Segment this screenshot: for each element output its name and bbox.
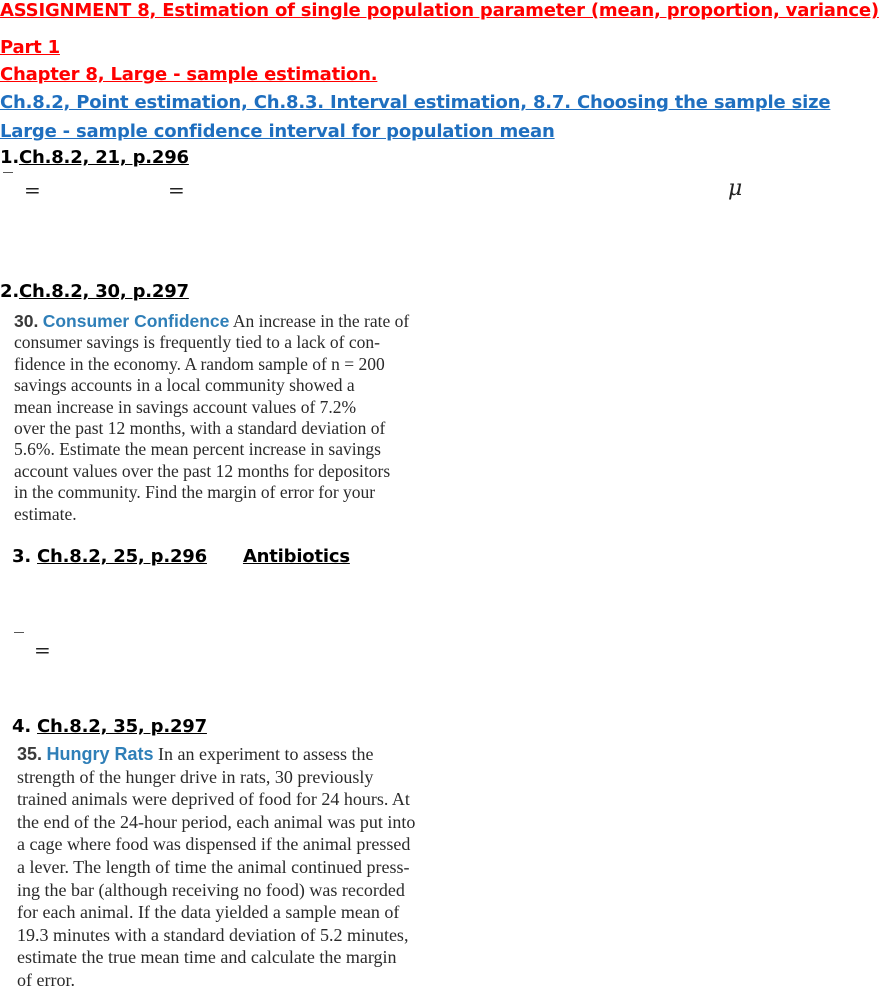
question-1-ref: Ch.8.2, 21, p.296 — [18, 147, 189, 168]
problem-30-line: in the community. Find the margin of error for your — [14, 482, 376, 503]
question-1-heading — [0, 147, 189, 169]
question-2-ref: Ch.8.2, 30, p.297 — [18, 281, 189, 302]
problem-35-line: a lever. The length of time the animal continued press- — [17, 856, 410, 877]
problem-35-line: of error. — [17, 969, 75, 990]
chapter-heading: Chapter 8, Large - sample estimation. — [0, 64, 378, 85]
question-3-ref: Ch.8.2, 25, p.296 — [37, 546, 207, 567]
problem-35-line: 19.3 minutes with a standard deviation of 5.2 minutes, — [17, 924, 409, 945]
question-2-heading — [0, 281, 189, 303]
problem-35-number: 35. — [17, 744, 43, 764]
question-3-heading — [12, 546, 350, 568]
question-4-number: 4. — [12, 716, 38, 737]
problem-30-line: over the past 12 months, with a standard deviation of — [14, 418, 386, 439]
problem-30-line: mean increase in savings account values of 7.2% — [14, 396, 357, 417]
q1-mu-symbol: μ — [728, 176, 743, 201]
problem-35-line: the end of the 24-hour period, each animal was put into — [17, 811, 416, 832]
subtitle-heading: Large - sample confidence interval for population mean — [0, 121, 555, 142]
question-2-number: 2. — [0, 281, 19, 302]
problem-35-line: trained animals were deprived of food for 24 hours. At — [17, 789, 410, 810]
problem-30-line: savings accounts in a local community showed a — [14, 375, 355, 396]
problem-35-line: ing the bar (although receiving no food) was recorded — [17, 879, 405, 900]
problem-35-line: a cage where food was dispensed if the animal pressed — [17, 834, 411, 855]
problem-35-line: In an experiment to assess the — [158, 744, 374, 764]
q1-equals-1: = — [24, 178, 41, 202]
q3-equals: = — [34, 638, 51, 662]
problem-30-line: An increase in the rate of — [232, 311, 410, 331]
problem-30-line: fidence in the economy. A random sample of n = 200 — [14, 353, 385, 374]
problem-30-line: account values over the past 12 months for depositors — [14, 460, 391, 481]
problem-30-number: 30. — [14, 311, 39, 331]
q1-bar-symbol: ‾ — [3, 168, 13, 192]
question-3-number: 3. — [12, 546, 38, 567]
problem-30-line: estimate. — [14, 503, 77, 524]
problem-30-line: 5.6%. Estimate the mean percent increase in savings — [14, 439, 381, 460]
sections-heading: Ch.8.2, Point estimation, Ch.8.3. Interval estimation, 8.7. Choosing the sample size — [0, 92, 831, 113]
question-1-number: 1. — [0, 147, 19, 168]
problem-35-title: Hungry Rats — [46, 744, 154, 764]
q1-equals-2: = — [168, 178, 185, 202]
assignment-title: ASSIGNMENT 8, Estimation of single population parameter (mean, proportion, variance) — [0, 0, 879, 21]
problem-30-text — [14, 311, 409, 525]
question-4-heading — [12, 716, 207, 738]
problem-35-line: for each animal. If the data yielded a sample mean of — [17, 902, 400, 923]
question-3-topic: Antibiotics — [242, 546, 350, 567]
problem-35-text — [17, 743, 415, 992]
part-heading: Part 1 — [0, 37, 60, 58]
q3-bar-symbol: ‾ — [14, 628, 24, 652]
problem-35-line: estimate the true mean time and calculate the margin — [17, 947, 397, 968]
question-4-ref: Ch.8.2, 35, p.297 — [37, 716, 207, 737]
problem-30-title: Consumer Confidence — [42, 311, 230, 331]
problem-30-line: consumer savings is frequently tied to a lack of con- — [14, 332, 380, 353]
problem-35-line: strength of the hunger drive in rats, 30 previously — [17, 766, 374, 787]
